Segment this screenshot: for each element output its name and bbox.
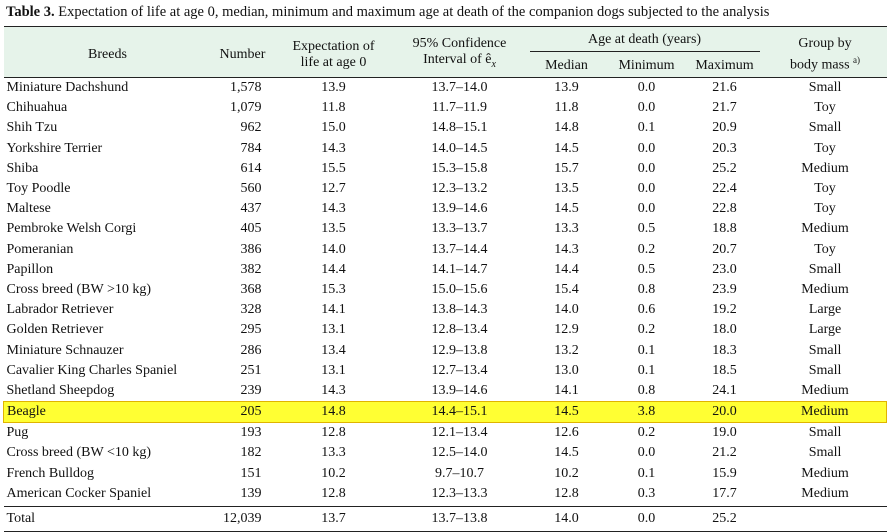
median-cell: 12.6 bbox=[554, 425, 579, 441]
number-cell: 205 bbox=[212, 402, 274, 423]
col-header-minimum: Minimum bbox=[608, 56, 686, 78]
maximum-cell: 20.0 bbox=[686, 402, 764, 423]
minimum-cell: 0.1 bbox=[637, 342, 656, 358]
number-cell: 328 bbox=[240, 302, 262, 318]
expectation-cell: 13.4 bbox=[321, 342, 346, 358]
table-row bbox=[4, 361, 887, 381]
confidence-interval-cell: 13.7–14.0 bbox=[431, 80, 488, 96]
median-cell: 14.3 bbox=[554, 241, 579, 257]
number-cell: 193 bbox=[240, 425, 262, 441]
maximum-cell: 23.0 bbox=[712, 261, 737, 277]
expectation-cell: 13.1 bbox=[321, 322, 346, 338]
expectation-cell: 13.9 bbox=[321, 80, 346, 96]
group-cell: Medium bbox=[801, 382, 849, 398]
group-cell: Medium bbox=[801, 160, 849, 176]
group-cell: Toy bbox=[814, 241, 836, 257]
median-cell: 14.1 bbox=[554, 382, 579, 398]
expectation-cell: 15.5 bbox=[321, 160, 346, 176]
table-row bbox=[4, 240, 887, 260]
breed-cell: Cross breed (BW >10 kg) bbox=[6, 281, 152, 297]
maximum-cell: 21.7 bbox=[712, 100, 737, 116]
group-cell: Toy bbox=[814, 140, 836, 156]
group-cell: Small bbox=[808, 80, 842, 96]
median-cell: 14.5 bbox=[526, 402, 608, 423]
table-row bbox=[4, 381, 887, 402]
group-cell: Large bbox=[808, 302, 842, 318]
col-header-breeds: Breeds bbox=[4, 27, 212, 78]
maximum-cell: 22.8 bbox=[712, 201, 737, 217]
table-row bbox=[4, 464, 887, 484]
maximum-cell: 18.8 bbox=[712, 221, 737, 237]
table-row bbox=[4, 340, 887, 360]
life-expectancy-table bbox=[3, 26, 887, 532]
number-cell: 784 bbox=[240, 140, 262, 156]
confidence-interval-cell: 13.7–14.4 bbox=[431, 241, 488, 257]
maximum-cell: 22.4 bbox=[712, 181, 737, 197]
breed-cell: French Bulldog bbox=[6, 465, 94, 481]
confidence-interval-cell: 12.3–13.2 bbox=[431, 181, 488, 197]
group-cell: Small bbox=[808, 425, 842, 441]
median-cell: 12.8 bbox=[554, 485, 579, 501]
maximum-cell: 19.0 bbox=[712, 425, 737, 441]
group-cell: Small bbox=[808, 445, 842, 461]
total-label: Total bbox=[4, 506, 212, 531]
number-cell: 560 bbox=[240, 181, 262, 197]
breed-cell: Miniature Schnauzer bbox=[6, 342, 124, 358]
confidence-interval-cell: 12.9–13.8 bbox=[431, 342, 488, 358]
table-row bbox=[4, 199, 887, 219]
minimum-cell: 0.2 bbox=[637, 425, 656, 441]
confidence-interval-cell: 14.0–14.5 bbox=[431, 140, 488, 156]
maximum-cell: 20.7 bbox=[712, 241, 737, 257]
confidence-interval-cell: 12.3–13.3 bbox=[431, 485, 488, 501]
expectation-cell: 13.3 bbox=[321, 445, 346, 461]
breed-cell: Shiba bbox=[6, 160, 39, 176]
minimum-cell: 0.2 bbox=[637, 241, 656, 257]
total-minimum: 0.0 bbox=[608, 506, 686, 531]
table-row bbox=[4, 300, 887, 320]
number-cell: 286 bbox=[240, 342, 262, 358]
group-cell: Large bbox=[808, 322, 842, 338]
minimum-cell: 3.8 bbox=[608, 402, 686, 423]
maximum-cell: 18.5 bbox=[712, 362, 737, 378]
table-row bbox=[4, 443, 887, 463]
table-row bbox=[4, 78, 887, 99]
table-row bbox=[4, 139, 887, 159]
minimum-cell: 0.0 bbox=[637, 445, 656, 461]
breed-cell: Toy Poodle bbox=[6, 181, 71, 197]
group-cell: Medium bbox=[764, 402, 887, 423]
breed-cell: Miniature Dachshund bbox=[6, 80, 129, 96]
group-cell: Medium bbox=[801, 485, 849, 501]
maximum-cell: 19.2 bbox=[712, 302, 737, 318]
expectation-cell: 14.0 bbox=[321, 241, 346, 257]
group-cell: Small bbox=[808, 342, 842, 358]
median-cell: 13.2 bbox=[554, 342, 579, 358]
breed-cell: Cavalier King Charles Spaniel bbox=[6, 362, 178, 378]
number-cell: 1,578 bbox=[230, 80, 262, 96]
col-group-age-at-death: Age at death (years) bbox=[526, 27, 764, 57]
expectation-cell: 13.1 bbox=[321, 362, 346, 378]
minimum-cell: 0.0 bbox=[637, 201, 656, 217]
total-expectation: 13.7 bbox=[274, 506, 394, 531]
number-cell: 614 bbox=[240, 160, 262, 176]
col-header-expectation: Expectation of life at age 0 bbox=[274, 27, 394, 78]
expectation-cell: 14.8 bbox=[274, 402, 394, 423]
caption-label: Table 3. bbox=[6, 4, 55, 20]
table-row bbox=[4, 98, 887, 118]
breed-cell: Shih Tzu bbox=[6, 120, 58, 136]
expectation-cell: 14.4 bbox=[321, 261, 346, 277]
confidence-interval-cell: 13.8–14.3 bbox=[431, 302, 488, 318]
group-cell: Medium bbox=[801, 281, 849, 297]
table-row bbox=[4, 280, 887, 300]
minimum-cell: 0.3 bbox=[637, 485, 656, 501]
breed-cell: Pembroke Welsh Corgi bbox=[6, 221, 137, 237]
table-row bbox=[4, 260, 887, 280]
breed-cell: Labrador Retriever bbox=[6, 302, 114, 318]
number-cell: 382 bbox=[240, 261, 262, 277]
confidence-interval-cell: 9.7–10.7 bbox=[435, 465, 484, 481]
total-number: 12,039 bbox=[212, 506, 274, 531]
maximum-cell: 18.3 bbox=[712, 342, 737, 358]
minimum-cell: 0.5 bbox=[637, 221, 656, 237]
confidence-interval-cell: 12.7–13.4 bbox=[431, 362, 488, 378]
median-cell: 13.9 bbox=[554, 80, 579, 96]
number-cell: 239 bbox=[240, 382, 262, 398]
median-cell: 14.0 bbox=[554, 302, 579, 318]
confidence-interval-cell: 12.1–13.4 bbox=[431, 425, 488, 441]
group-cell: Toy bbox=[814, 181, 836, 197]
median-cell: 10.2 bbox=[554, 465, 579, 481]
group-cell: Medium bbox=[801, 465, 849, 481]
group-cell: Small bbox=[808, 120, 842, 136]
caption-text: Expectation of life at age 0, median, minimum and maximum age at death of the companion dogs subjected to the analysis bbox=[58, 4, 770, 20]
expectation-cell: 14.3 bbox=[321, 140, 346, 156]
total-maximum: 25.2 bbox=[686, 506, 764, 531]
confidence-interval-cell: 12.8–13.4 bbox=[431, 322, 488, 338]
breed-cell: Shetland Sheepdog bbox=[6, 382, 115, 398]
number-cell: 386 bbox=[240, 241, 262, 257]
breed-cell: Pomeranian bbox=[6, 241, 74, 257]
maximum-cell: 20.9 bbox=[712, 120, 737, 136]
breed-cell: Chihuahua bbox=[6, 100, 68, 116]
maximum-cell: 18.0 bbox=[712, 322, 737, 338]
minimum-cell: 0.0 bbox=[637, 80, 656, 96]
expectation-cell: 12.8 bbox=[321, 485, 346, 501]
median-cell: 15.7 bbox=[554, 160, 579, 176]
minimum-cell: 0.0 bbox=[637, 100, 656, 116]
median-cell: 13.3 bbox=[554, 221, 579, 237]
expectation-cell: 11.8 bbox=[321, 100, 346, 116]
col-header-median: Median bbox=[526, 56, 608, 78]
breed-cell: Yorkshire Terrier bbox=[6, 140, 103, 156]
expectation-cell: 12.8 bbox=[321, 425, 346, 441]
breed-cell: Pug bbox=[6, 425, 29, 441]
breed-cell: Beagle bbox=[4, 402, 212, 423]
expectation-cell: 14.3 bbox=[321, 201, 346, 217]
number-cell: 437 bbox=[240, 201, 262, 217]
confidence-interval-cell: 13.9–14.6 bbox=[431, 201, 488, 217]
number-cell: 139 bbox=[240, 485, 262, 501]
confidence-interval-cell: 13.3–13.7 bbox=[431, 221, 488, 237]
median-cell: 14.5 bbox=[554, 140, 579, 156]
col-header-maximum: Maximum bbox=[686, 56, 764, 78]
minimum-cell: 0.2 bbox=[637, 322, 656, 338]
expectation-cell: 12.7 bbox=[321, 181, 346, 197]
group-cell: Toy bbox=[814, 201, 836, 217]
median-cell: 12.9 bbox=[554, 322, 579, 338]
maximum-cell: 20.3 bbox=[712, 140, 737, 156]
total-group bbox=[764, 506, 887, 531]
median-cell: 13.5 bbox=[554, 181, 579, 197]
table-row bbox=[4, 423, 887, 444]
confidence-interval-cell: 15.3–15.8 bbox=[431, 160, 488, 176]
confidence-interval-cell: 11.7–11.9 bbox=[432, 100, 487, 116]
col-header-number: Number bbox=[212, 27, 274, 78]
breed-cell: American Cocker Spaniel bbox=[6, 485, 152, 501]
minimum-cell: 0.1 bbox=[637, 120, 656, 136]
number-cell: 405 bbox=[240, 221, 262, 237]
table-row bbox=[4, 320, 887, 340]
maximum-cell: 17.7 bbox=[712, 485, 737, 501]
total-confidence-interval: 13.7–13.8 bbox=[394, 506, 526, 531]
group-cell: Medium bbox=[801, 221, 849, 237]
breed-cell: Cross breed (BW <10 kg) bbox=[6, 445, 152, 461]
number-cell: 151 bbox=[240, 465, 262, 481]
table-row bbox=[4, 219, 887, 239]
median-cell: 11.8 bbox=[554, 100, 579, 116]
expectation-cell: 13.5 bbox=[321, 221, 346, 237]
number-cell: 368 bbox=[240, 281, 262, 297]
breed-cell: Maltese bbox=[6, 201, 51, 217]
median-cell: 14.4 bbox=[554, 261, 579, 277]
minimum-cell: 0.5 bbox=[637, 261, 656, 277]
minimum-cell: 0.8 bbox=[637, 281, 656, 297]
confidence-interval-cell: 14.8–15.1 bbox=[431, 120, 488, 136]
expectation-cell: 10.2 bbox=[321, 465, 346, 481]
maximum-cell: 25.2 bbox=[712, 160, 737, 176]
table-row bbox=[4, 159, 887, 179]
group-cell: Small bbox=[808, 362, 842, 378]
table-row-highlighted bbox=[4, 402, 887, 423]
confidence-interval-cell: 12.5–14.0 bbox=[431, 445, 488, 461]
maximum-cell: 21.2 bbox=[712, 445, 737, 461]
col-header-group-by-body-mass: Group by body mass $^{a)}$ bbox=[764, 27, 887, 78]
confidence-interval-cell: 14.4–15.1 bbox=[394, 402, 526, 423]
maximum-cell: 23.9 bbox=[712, 281, 737, 297]
number-cell: 1,079 bbox=[230, 100, 262, 116]
table-body bbox=[4, 78, 887, 507]
number-cell: 962 bbox=[240, 120, 262, 136]
col-header-confidence-interval: 95% Confidence Interval of $ê_x$ bbox=[394, 27, 526, 78]
number-cell: 182 bbox=[240, 445, 262, 461]
total-row bbox=[4, 506, 887, 531]
minimum-cell: 0.1 bbox=[637, 465, 656, 481]
expectation-cell: 15.0 bbox=[321, 120, 346, 136]
table-caption bbox=[6, 4, 769, 21]
median-cell: 14.5 bbox=[554, 201, 579, 217]
breed-cell: Papillon bbox=[6, 261, 54, 277]
expectation-cell: 14.1 bbox=[321, 302, 346, 318]
expectation-cell: 15.3 bbox=[321, 281, 346, 297]
maximum-cell: 21.6 bbox=[712, 80, 737, 96]
minimum-cell: 0.6 bbox=[637, 302, 656, 318]
maximum-cell: 15.9 bbox=[712, 465, 737, 481]
confidence-interval-cell: 13.9–14.6 bbox=[431, 382, 488, 398]
total-median: 14.0 bbox=[526, 506, 608, 531]
median-cell: 14.5 bbox=[554, 445, 579, 461]
median-cell: 15.4 bbox=[554, 281, 579, 297]
minimum-cell: 0.0 bbox=[637, 160, 656, 176]
table-row bbox=[4, 484, 887, 507]
confidence-interval-cell: 15.0–15.6 bbox=[431, 281, 488, 297]
median-cell: 13.0 bbox=[554, 362, 579, 378]
table-row bbox=[4, 118, 887, 138]
number-cell: 251 bbox=[240, 362, 262, 378]
minimum-cell: 0.1 bbox=[637, 362, 656, 378]
table-row bbox=[4, 179, 887, 199]
minimum-cell: 0.8 bbox=[637, 382, 656, 398]
maximum-cell: 24.1 bbox=[712, 382, 737, 398]
confidence-interval-cell: 14.1–14.7 bbox=[431, 261, 488, 277]
expectation-cell: 14.3 bbox=[321, 382, 346, 398]
number-cell: 295 bbox=[240, 322, 262, 338]
group-cell: Small bbox=[808, 261, 842, 277]
group-cell: Toy bbox=[814, 100, 836, 116]
minimum-cell: 0.0 bbox=[637, 140, 656, 156]
minimum-cell: 0.0 bbox=[637, 181, 656, 197]
median-cell: 14.8 bbox=[554, 120, 579, 136]
breed-cell: Golden Retriever bbox=[6, 322, 104, 338]
